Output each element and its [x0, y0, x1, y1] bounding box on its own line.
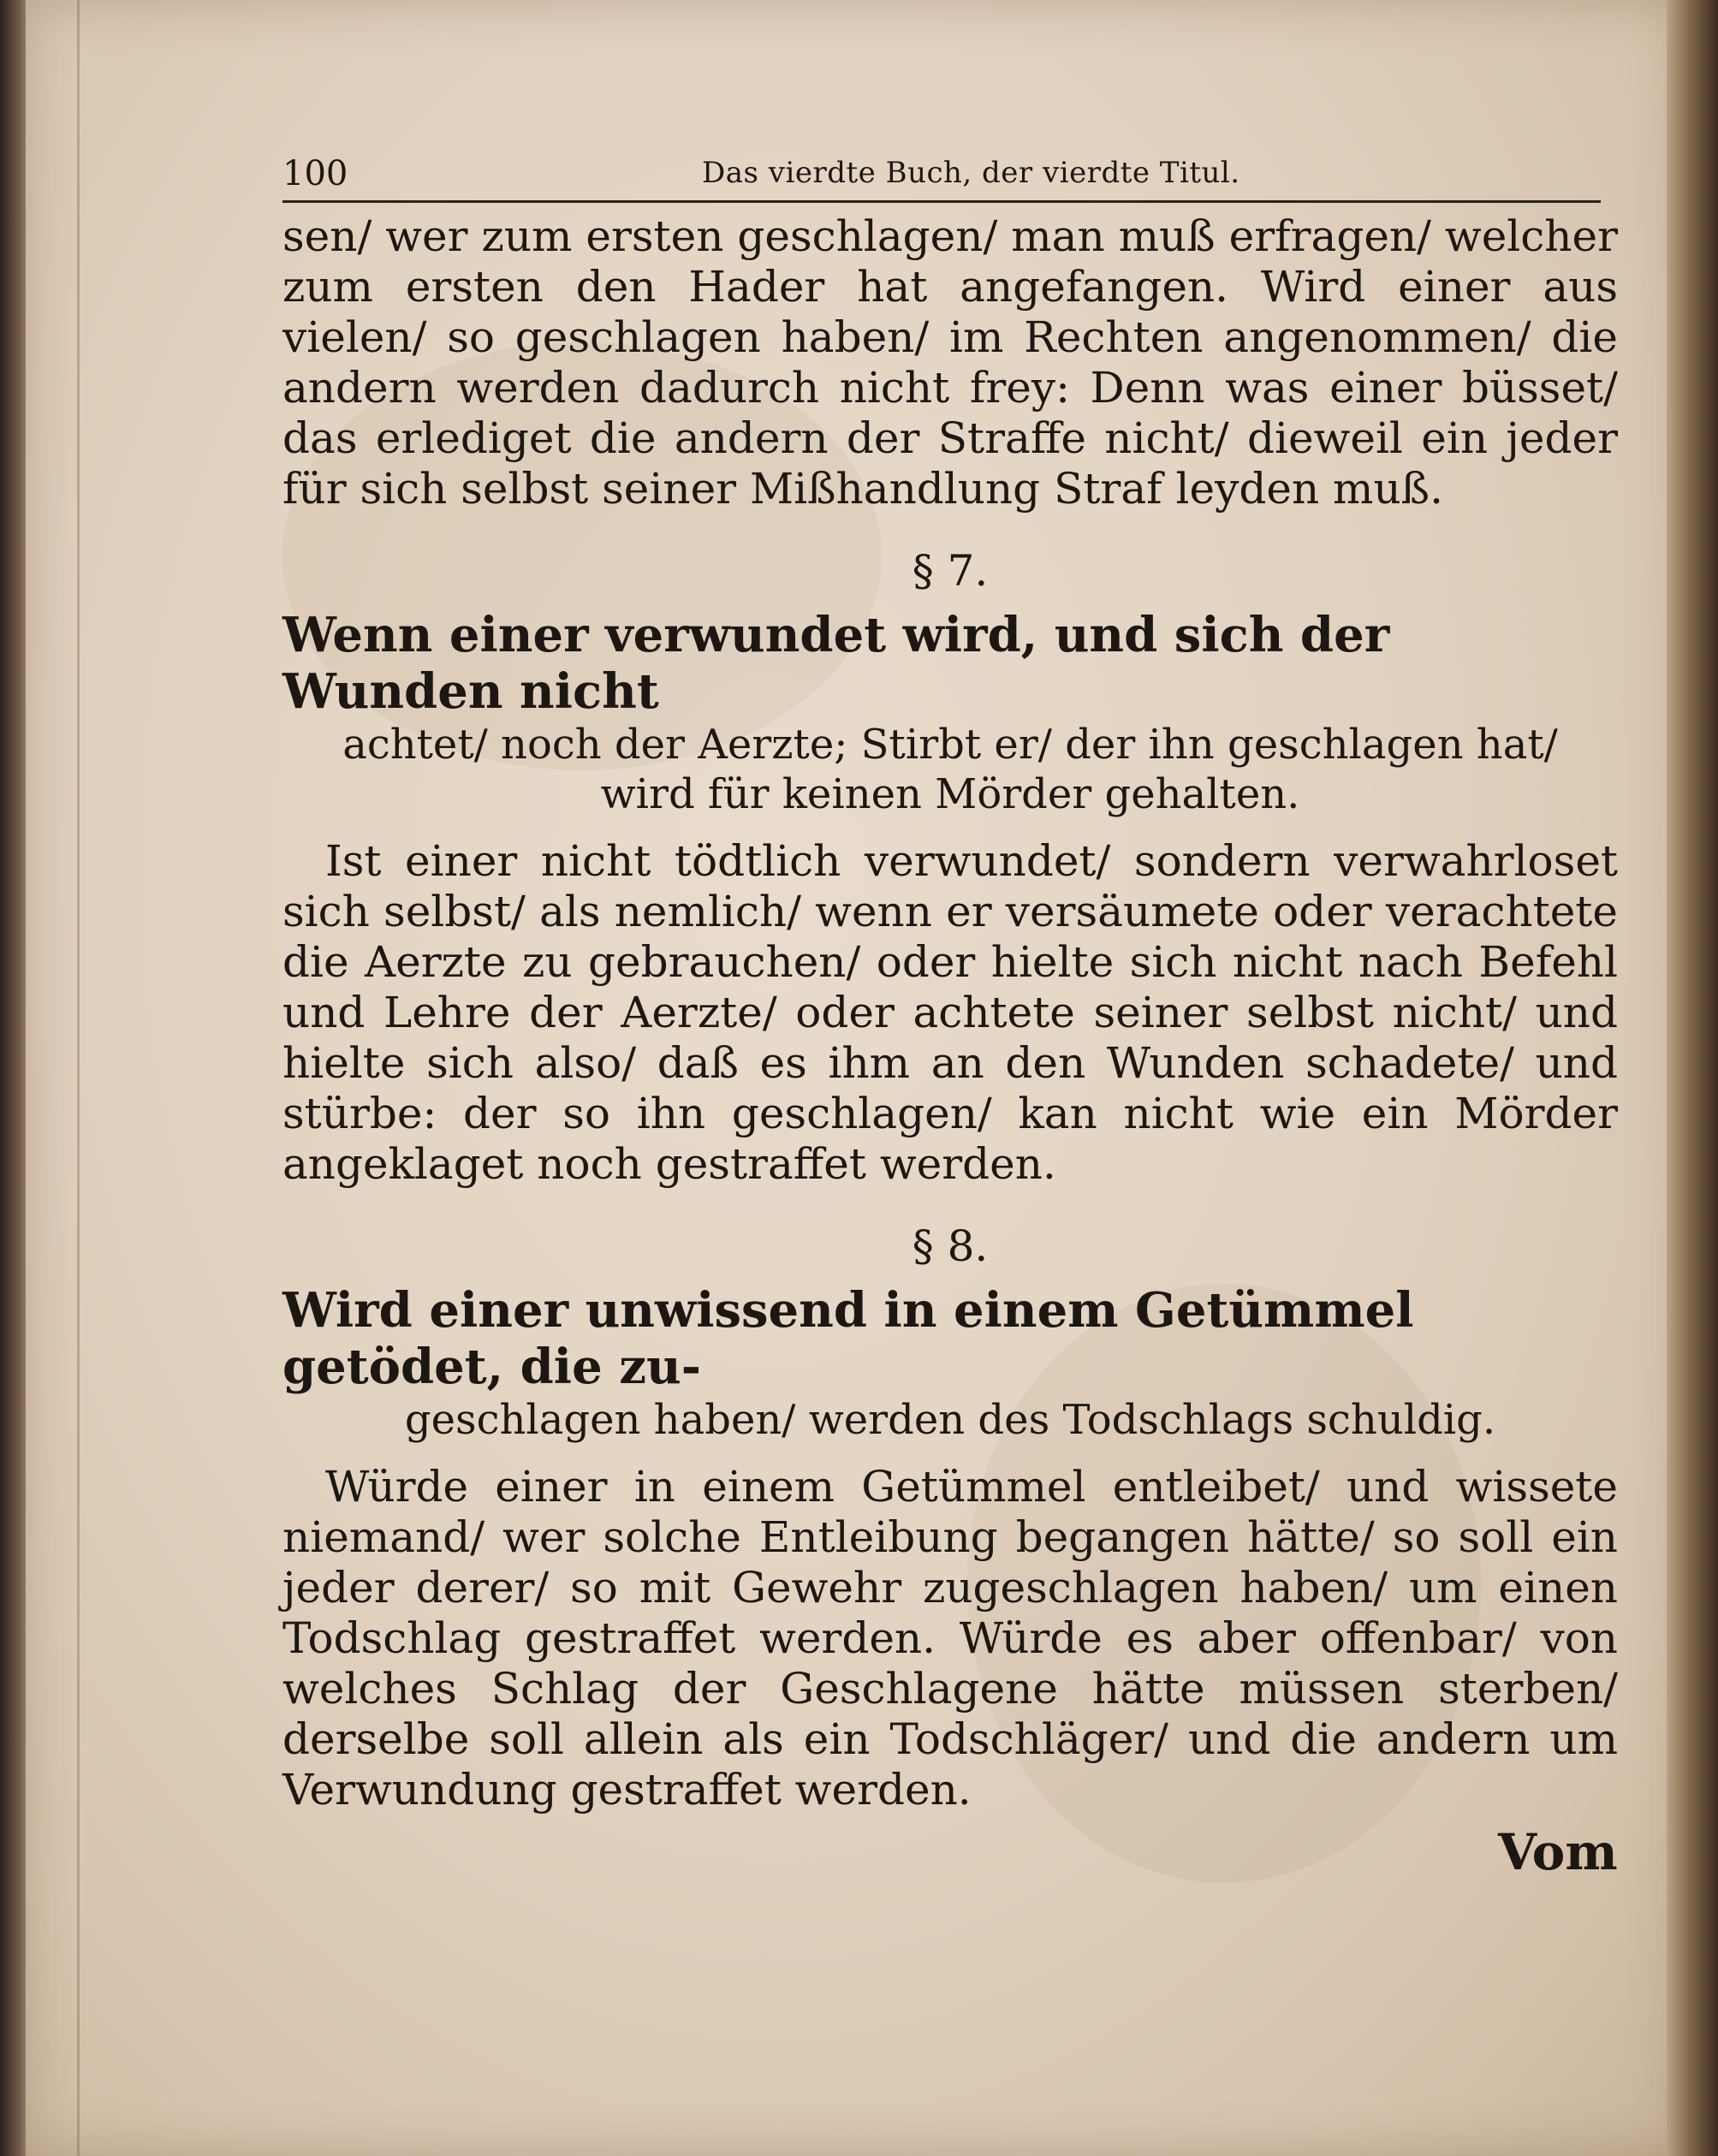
section-heading-7-lead: Wenn einer verwundet wird, und sich der Wunden nicht — [282, 607, 1390, 720]
section-heading-7 — [282, 607, 1618, 819]
section-8-paragraph: Würde einer in einem Getümmel entleibet/ und wissete niemand/ wer solche Entleibung begangen hätte/ so soll ein jeder derer/ so mit Gewehr zugeschlagen haben/ um einen Todschlag gestraffet werden. Würde es aber offenbar/ von welches Schlag der Geschlagene hätte müssen sterben/ derselbe soll allein als ein Todschläger/ und die andern um Verwundung gestraffet werden. — [282, 1462, 1618, 1814]
section-heading-8 — [282, 1282, 1618, 1445]
section-7-paragraph: Ist einer nicht tödtlich verwundet/ sondern verwahrloset sich selbst/ als nemlich/ wenn er versäumete oder verachtete die Aerzte zu gebrauchen/ oder hielte sich nicht nach Befehl und Lehre der Aerzte/ oder achtete seiner selbst nicht/ und hielte sich also/ daß es ihm an den Wunden schadete/ und stürbe: der so ihn geschlagen/ kan nicht wie ein Mörder angeklaget noch gestraffet werden. — [282, 836, 1618, 1189]
section-heading-8-lead: Wird einer unwissend in einem Getümmel getödet, die zu- — [282, 1282, 1414, 1395]
text-block — [282, 146, 1618, 1881]
section-mark-8: § 8. — [912, 1221, 989, 1271]
section-heading-8-rest: geschlagen haben/ werden des Todschlags schuldig. — [404, 1396, 1496, 1444]
running-head — [282, 146, 1618, 197]
book-gutter-right — [1667, 0, 1718, 2156]
section-heading-7-rest: achtet/ noch der Aerzte; Stirbt er/ der ihn geschlagen hat/ wird für keinen Mörder gehalten. — [342, 721, 1558, 818]
page-edge — [77, 0, 80, 2156]
header-rule — [282, 200, 1601, 203]
catchword: Vom — [1498, 1823, 1618, 1881]
page-number: 100 — [282, 154, 348, 193]
continuation-paragraph: sen/ wer zum ersten geschlagen/ man muß erfragen/ welcher zum ersten den Hader hat angefangen. Wird einer aus vielen/ so geschlagen haben/ im Rechten angenommen/ die andern werden dadurch nicht frey: Denn was einer büsset/ das erlediget die andern der Straffe nicht/ dieweil ein jeder für sich selbst seiner Mißhandlung Straf leyden muß. — [282, 211, 1618, 514]
running-title: Das vierdte Buch, der vierdte Titul. — [702, 156, 1240, 190]
section-mark-7: § 7. — [912, 546, 989, 596]
